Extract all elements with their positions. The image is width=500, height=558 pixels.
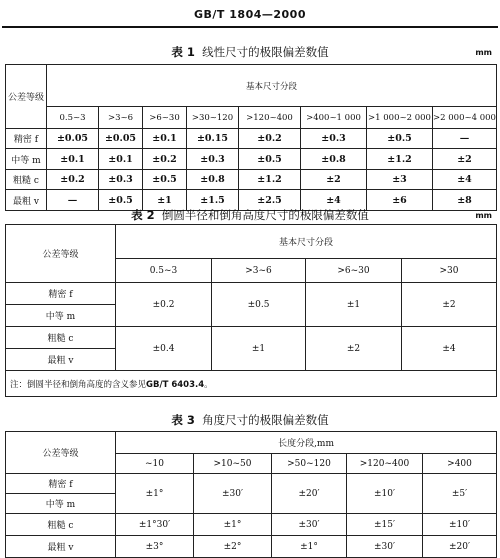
- t3-band-header: 长度分段,mm: [116, 432, 497, 454]
- t1-cell: ±0.1: [47, 149, 99, 170]
- linear-tolerance-table: [5, 64, 497, 211]
- t2-cell: ±1: [306, 283, 402, 327]
- t3-cell: ±30′: [272, 514, 347, 536]
- t1-band: 0.5~3: [47, 107, 99, 129]
- t1-cell: ±6: [367, 190, 433, 211]
- header-rule: [2, 26, 498, 28]
- t3-cell: ±30′: [194, 474, 272, 514]
- table1-unit: mm: [475, 48, 492, 57]
- t3-cell: ±3°: [116, 536, 194, 558]
- t1-cell: ±4: [433, 170, 497, 190]
- t1-cell: ±0.15: [187, 129, 239, 149]
- t1-cell: ±0.5: [143, 170, 187, 190]
- t2-grade: 中等 m: [6, 305, 116, 327]
- t1-cell: ±1: [143, 190, 187, 211]
- table-row: [6, 129, 497, 149]
- t3-cell: ±5′: [423, 474, 497, 514]
- t2-cell: ±2: [306, 327, 402, 371]
- t3-band: >50~120: [272, 454, 347, 474]
- table3-title: 角度尺寸的极限偏差数值: [202, 413, 329, 427]
- t1-cell: ±2: [301, 170, 367, 190]
- t1-grade-header: 公差等级: [6, 65, 47, 129]
- t1-band: >3~6: [99, 107, 143, 129]
- t1-cell: ±1.2: [367, 149, 433, 170]
- standard-header: GB/T 1804—2000: [194, 8, 306, 21]
- table-row: [6, 514, 497, 536]
- t2-band: 0.5~3: [116, 259, 212, 283]
- t1-cell: ±0.8: [301, 149, 367, 170]
- t2-note: [6, 371, 497, 397]
- t1-band-header: 基本尺寸分段: [47, 65, 497, 107]
- t1-grade: 最粗 v: [6, 190, 47, 211]
- t1-cell: —: [47, 190, 99, 211]
- t1-cell: ±0.3: [301, 129, 367, 149]
- t3-cell: ±10′: [423, 514, 497, 536]
- t1-cell: ±2: [433, 149, 497, 170]
- t1-cell: ±0.3: [99, 170, 143, 190]
- t2-cell: ±1: [212, 327, 306, 371]
- t3-cell: ±15′: [347, 514, 423, 536]
- t2-grade-header: 公差等级: [6, 225, 116, 283]
- t1-cell: ±0.2: [239, 129, 301, 149]
- table1-caption: [0, 44, 500, 60]
- t3-grade: 粗糙 c: [6, 514, 116, 536]
- table3-number: 表 3: [171, 413, 195, 427]
- t1-cell: ±3: [367, 170, 433, 190]
- t2-band-header: 基本尺寸分段: [116, 225, 497, 259]
- t1-grade: 精密 f: [6, 129, 47, 149]
- t2-grade: 粗糙 c: [6, 327, 116, 349]
- t2-grade: 精密 f: [6, 283, 116, 305]
- t3-grade: 中等 m: [6, 494, 116, 514]
- table2-unit: mm: [475, 211, 492, 220]
- t3-grade: 精密 f: [6, 474, 116, 494]
- t1-cell: ±1.5: [187, 190, 239, 211]
- t1-band: >6~30: [143, 107, 187, 129]
- t2-cell: ±0.4: [116, 327, 212, 371]
- t1-cell: ±0.1: [99, 149, 143, 170]
- t3-cell: ±20′: [423, 536, 497, 558]
- t2-note-code: GB/T 6403.4: [146, 379, 205, 390]
- t2-cell: ±2: [402, 283, 497, 327]
- t3-band: >120~400: [347, 454, 423, 474]
- angle-tolerance-table: [5, 431, 497, 558]
- t1-grade: 中等 m: [6, 149, 47, 170]
- t3-grade: 最粗 v: [6, 536, 116, 558]
- t1-band: >120~400: [239, 107, 301, 129]
- t1-cell: —: [433, 129, 497, 149]
- t2-band: >6~30: [306, 259, 402, 283]
- t3-cell: ±1°30′: [116, 514, 194, 536]
- t3-cell: ±30′: [347, 536, 423, 558]
- t3-band: ~10: [116, 454, 194, 474]
- table-row: [6, 170, 497, 190]
- t1-band: >2 000~4 000: [433, 107, 497, 129]
- t1-cell: ±0.1: [143, 129, 187, 149]
- t3-cell: ±1°: [116, 474, 194, 514]
- t1-grade: 粗糙 c: [6, 170, 47, 190]
- table1-title: 线性尺寸的极限偏差数值: [202, 45, 329, 59]
- t1-cell: ±8: [433, 190, 497, 211]
- t1-cell: ±0.8: [187, 170, 239, 190]
- t2-grade: 最粗 v: [6, 349, 116, 371]
- t2-cell: ±0.5: [212, 283, 306, 327]
- t3-cell: ±1°: [272, 536, 347, 558]
- table2-number: 表 2: [131, 208, 155, 222]
- t1-cell: ±0.05: [47, 129, 99, 149]
- t2-band: >3~6: [212, 259, 306, 283]
- table2-caption: [0, 207, 500, 223]
- t1-cell: ±0.5: [239, 149, 301, 170]
- table2-title: 倒圆半径和倒角高度尺寸的极限偏差数值: [161, 208, 369, 222]
- table-row: [6, 149, 497, 170]
- t1-cell: ±0.3: [187, 149, 239, 170]
- t1-cell: ±0.5: [367, 129, 433, 149]
- t1-band: >30~120: [187, 107, 239, 129]
- t1-cell: ±0.5: [99, 190, 143, 211]
- table1-number: 表 1: [171, 45, 195, 59]
- radius-chamfer-tolerance-table: [5, 224, 497, 397]
- table-row: [6, 327, 497, 349]
- t3-band: >400: [423, 454, 497, 474]
- t1-band: >1 000~2 000: [367, 107, 433, 129]
- table-row: [6, 283, 497, 305]
- t2-note-suffix: 。: [204, 379, 213, 390]
- t2-band: >30: [402, 259, 497, 283]
- t3-cell: ±20′: [272, 474, 347, 514]
- t2-note-prefix: 注：倒圆半径和倒角高度的含义参见: [10, 379, 147, 390]
- t1-cell: ±4: [301, 190, 367, 211]
- t1-cell: ±0.05: [99, 129, 143, 149]
- t3-cell: ±2°: [194, 536, 272, 558]
- table3-caption: [0, 412, 500, 428]
- table-row: [6, 536, 497, 558]
- t1-cell: ±1.2: [239, 170, 301, 190]
- t3-band: >10~50: [194, 454, 272, 474]
- t2-cell: ±4: [402, 327, 497, 371]
- t2-cell: ±0.2: [116, 283, 212, 327]
- t3-cell: ±1°: [194, 514, 272, 536]
- t1-cell: ±0.2: [47, 170, 99, 190]
- t1-cell: ±2.5: [239, 190, 301, 211]
- t3-cell: ±10′: [347, 474, 423, 514]
- t1-band: >400~1 000: [301, 107, 367, 129]
- t1-cell: ±0.2: [143, 149, 187, 170]
- t3-grade-header: 公差等级: [6, 432, 116, 474]
- table-row: [6, 474, 497, 494]
